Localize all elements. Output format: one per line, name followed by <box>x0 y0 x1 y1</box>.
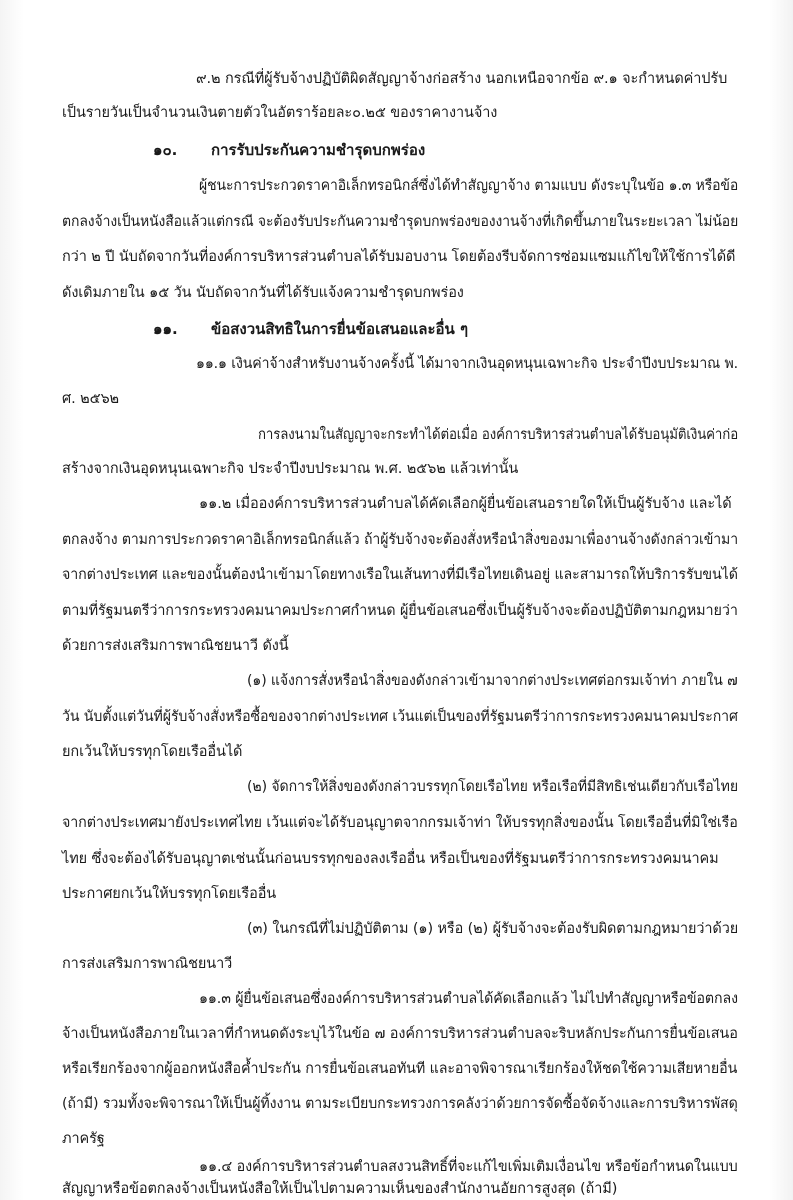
section-11-title: ข้อสงวนสิทธิในการยื่นข้อเสนอและอื่น ๆ <box>211 320 469 338</box>
section-10-number: ๑๐. <box>153 141 178 159</box>
section-10-heading <box>153 141 425 159</box>
clause-9-2-line-2: เป็นรายวันเป็นจำนวนเงินตายตัวในอัตราร้อยละ๐.๒๕ ของราคางานจ้าง <box>62 105 498 121</box>
section-10-line-4: ดังเดิมภายใน ๑๕ วัน นับถัดจากวันที่ได้รับแจ้งความชำรุดบกพร่อง <box>62 285 464 301</box>
item-3-line-1: (๓) ในกรณีที่ไม่ปฏิบัติตาม (๑) หรือ (๒) ผู้รับจ้างจะต้องรับผิดตามกฎหมายว่าด้วย <box>247 921 739 937</box>
clause-11-4-line-2: สัญญาหรือข้อตกลงจ้างเป็นหนังสือให้เป็นไปตามความเห็นของสำนักงานอัยการสูงสุด (ถ้ามี) <box>62 1181 618 1197</box>
section-10-title: การรับประกันความชำรุดบกพร่อง <box>211 141 426 159</box>
clause-11-2-line-4: ตามที่รัฐมนตรีว่าการกระทรวงคมนาคมประกาศกำหนด ผู้ยื่นข้อเสนอซึ่งเป็นผู้รับจ้างจะต้องปฏิบัติตามกฎหมายว่า <box>62 603 738 619</box>
item-2-line-3: ไทย ซึ่งจะต้องได้รับอนุญาตเช่นนั้นก่อนบรรทุกของลงเรืออื่น หรือเป็นของที่รัฐมนตรีว่าการกระทรวงคมนาคม <box>62 851 719 867</box>
item-2-line-1: (๒) จัดการให้สิ่งของดังกล่าวบรรทุกโดยเรือไทย หรือเรือที่มีสิทธิเช่นเดียวกับเรือไทย <box>247 779 738 795</box>
clause-11-2-line-5: ด้วยการส่งเสริมการพาณิชยนาวี ดังนี้ <box>62 638 289 654</box>
clause-11-2-line-2: ตกลงจ้าง ตามการประกวดราคาอิเล็กทรอนิกส์แล้ว ถ้าผู้รับจ้างจะต้องสั่งหรือนำสิ่งของมาเพื่องานจ้างดังกล่าวเข้ามา <box>62 532 739 548</box>
clause-11-3-line-5: ภาครัฐ <box>62 1131 105 1147</box>
section-11-heading <box>153 320 468 338</box>
item-3-line-2: การส่งเสริมการพาณิชยนาวี <box>62 956 233 972</box>
item-2-line-2: จากต่างประเทศมายังประเทศไทย เว้นแต่จะได้รับอนุญาตจากกรมเจ้าท่า ให้บรรทุกสิ่งของนั้น โดยเรืออื่นที่มิใช่เรือ <box>62 815 738 831</box>
clause-11-4-line-1: ๑๑.๔ องค์การบริหารส่วนตำบลสงวนสิทธิ์ที่จะแก้ไขเพิ่มเติมเงื่อนไข หรือข้อกำหนดในแบบ <box>199 1159 738 1175</box>
clause-11-1-line-3: การลงนามในสัญญาจะกระทำได้ต่อเมื่อ องค์การบริหารส่วนตำบลได้รับอนุมัติเงินค่าก่อ <box>258 427 739 443</box>
clause-11-2-line-1: ๑๑.๒ เมื่อองค์การบริหารส่วนตำบลได้คัดเลือกผู้ยื่นข้อเสนอรายใดให้เป็นผู้รับจ้าง และได้ <box>199 496 732 512</box>
clause-11-3-line-1: ๑๑.๓ ผู้ยื่นข้อเสนอซึ่งองค์การบริหารส่วนตำบลได้คัดเลือกแล้ว ไม่ไปทำสัญญาหรือข้อตกลง <box>199 991 738 1007</box>
section-10-line-3: กว่า ๒ ปี นับถัดจากวันที่องค์การบริหารส่วนตำบลได้รับมอบงาน โดยต้องรีบจัดการซ่อมแซมแก้ไขให้ใช้การได้ดี <box>62 249 736 265</box>
section-11-number: ๑๑. <box>153 320 178 338</box>
clause-11-1-line-2: ศ. ๒๕๖๒ <box>62 391 120 407</box>
clause-11-1-line-1: ๑๑.๑ เงินค่าจ้างสำหรับงานจ้างครั้งนี้ ได้มาจากเงินอุดหนุนเฉพาะกิจ ประจำปีงบประมาณ พ. <box>196 356 739 372</box>
clause-11-3-line-3: หรือเรียกร้องจากผู้ออกหนังสือค้ำประกัน การยื่นข้อเสนอทันที และอาจพิจารณาเรียกร้องให้ชดใช้ความเสียหายอื่น <box>62 1061 738 1077</box>
clause-9-2-line-1: ๙.๒ กรณีที่ผู้รับจ้างปฏิบัติผิดสัญญาจ้างก่อสร้าง นอกเหนือจากข้อ ๙.๑ จะกำหนดค่าปรับ <box>196 71 728 87</box>
item-2-line-4: ประกาศยกเว้นให้บรรทุกโดยเรืออื่น <box>62 886 277 902</box>
clause-11-2-line-3: จากต่างประเทศ และของนั้นต้องนำเข้ามาโดยทางเรือในเส้นทางที่มีเรือไทยเดินอยู่ และสามารถให้บริการรับขนได้ <box>62 567 738 583</box>
section-10-line-2: ตกลงจ้างเป็นหนังสือแล้วแต่กรณี จะต้องรับประกันความชำรุดบกพร่องของงานจ้างที่เกิดขึ้นภายในระยะเวลา ไม่น้อย <box>62 214 739 230</box>
clause-11-3-line-4: (ถ้ามี) รวมทั้งจะพิจารณาให้เป็นผู้ทิ้งงาน ตามระเบียบกระทรวงการคลังว่าด้วยการจัดซื้อจัดจ้างและการบริหารพัสดุ <box>62 1096 738 1112</box>
section-10-line-1: ผู้ชนะการประกวดราคาอิเล็กทรอนิกส์ซึ่งได้ทำสัญญาจ้าง ตามแบบ ดังระบุในข้อ ๑.๓ หรือข้อ <box>199 178 739 194</box>
item-1-line-2: วัน นับตั้งแต่วันที่ผู้รับจ้างสั่งหรือซื้อของจากต่างประเทศ เว้นแต่เป็นของที่รัฐมนตรีว่าการกระทรวงคมนาคมประกาศ <box>62 709 738 725</box>
item-1-line-3: ยกเว้นให้บรรทุกโดยเรืออื่นได้ <box>62 744 243 760</box>
item-1-line-1: (๑) แจ้งการสั่งหรือนำสิ่งของดังกล่าวเข้ามาจากต่างประเทศต่อกรมเจ้าท่า ภายใน ๗ <box>247 673 738 689</box>
clause-11-3-line-2: จ้างเป็นหนังสือภายในเวลาที่กำหนดดังระบุไว้ในข้อ ๗ องค์การบริหารส่วนตำบลจะริบหลักประกันการยื่นข้อเสนอ <box>62 1026 738 1042</box>
clause-11-1-line-4: สร้างจากเงินอุดหนุนเฉพาะกิจ ประจำปีงบประมาณ พ.ศ. ๒๕๖๒ แล้วเท่านั้น <box>62 461 519 477</box>
